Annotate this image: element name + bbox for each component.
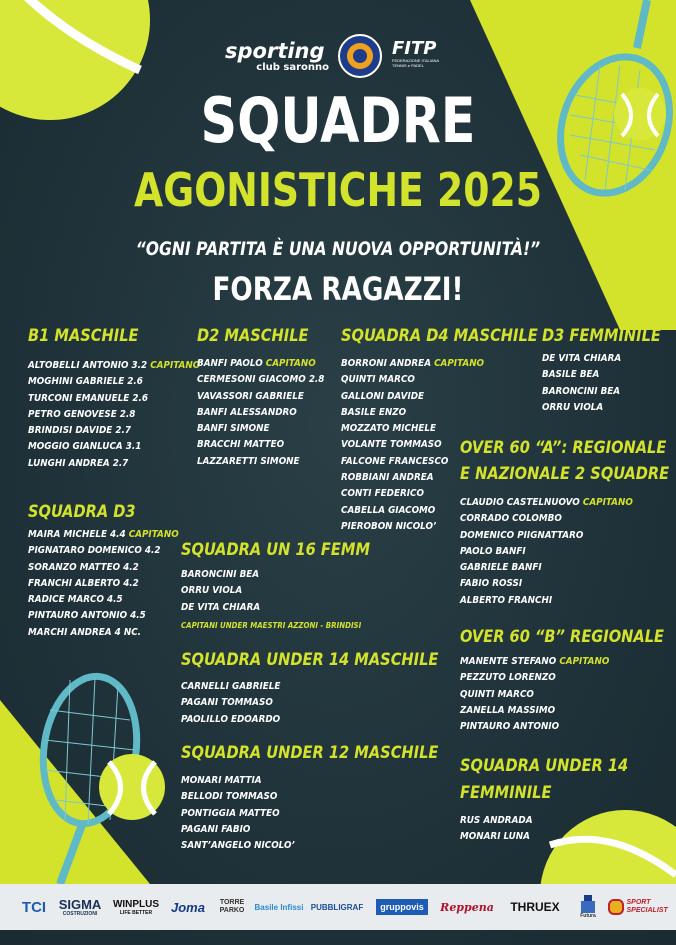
list-item: DE VITA CHIARA — [181, 601, 261, 613]
list-item: BORRONI ANDREA CAPITANO — [341, 358, 485, 369]
sponsor-sigma-sub: COSTRUZIONI — [62, 910, 98, 917]
tennis-ball-top-right-icon — [612, 86, 668, 142]
sponsor-tci: TCI — [21, 898, 47, 916]
list-item: MANENTE STEFANO CAPITANO — [460, 656, 610, 667]
list-item: FALCONE FRANCESCO — [341, 455, 449, 467]
sponsor-gruppovis-name: gruppovis — [376, 899, 428, 915]
list-item: LUNGHI ANDREA 2.7 — [28, 457, 129, 469]
sporting-club-logo — [225, 40, 335, 80]
player-list-under-16-femm — [181, 567, 260, 616]
list-item: PIGNATARO DOMENICO 4.2 — [28, 545, 161, 557]
university-seal-icon — [338, 34, 382, 78]
sponsor-winplus-sub: LIFE BETTER — [119, 909, 153, 916]
list-item: MOZZATO MICHELE — [341, 423, 437, 435]
list-item: QUINTI MARCO — [460, 688, 534, 700]
list-item: PAGANI TOMMASO — [181, 697, 273, 709]
section-title-d2-maschile: D2 MASCHILE — [197, 326, 309, 346]
section-title-under-16-femm: SQUADRA UN 16 FEMM — [181, 540, 370, 560]
list-item: ZANELLA MASSIMO — [460, 704, 556, 716]
list-item: PINTAURO ANTONIO 4.5 — [28, 610, 146, 622]
sport-specialist-badge-icon — [608, 899, 624, 915]
club-logo-word1: sporting — [225, 39, 325, 63]
section-title-under-14-femminile-line-2: FEMMINILE — [460, 783, 552, 803]
section-title-d4-maschile: SQUADRA D4 MASCHILE — [341, 326, 538, 346]
list-item: TURCONI EMANUELE 2.6 — [28, 392, 148, 404]
list-item: MONARI MATTIA — [181, 775, 262, 786]
list-item: QUINTI MARCO — [341, 374, 415, 386]
list-item: PAGANI FABIO — [181, 823, 251, 835]
section-title-over-60-b: OVER 60 “B” REGIONALE — [460, 627, 665, 647]
list-item: BARONCINI BEA — [542, 385, 621, 397]
sponsor-sport-specialist — [606, 884, 672, 930]
captain-label: CAPITANO — [434, 358, 485, 369]
list-item: RUS ANDRADA — [460, 815, 533, 826]
list-item: BASILE BEA — [542, 369, 600, 381]
list-item: PAOLO BANFI — [460, 545, 526, 557]
list-item: BASILE ENZO — [341, 406, 407, 418]
list-item: CABELLA GIACOMO — [341, 504, 436, 516]
cheer-line: FORZA RAGAZZI! — [212, 270, 464, 308]
list-item: FABIO ROSSI — [460, 578, 523, 590]
sponsor-winplus — [106, 884, 166, 930]
list-item: CONTI FEDERICO — [341, 488, 424, 500]
title-line-2: AGONISTICHE 2025 — [134, 163, 542, 217]
list-item: BANFI PAOLO CAPITANO — [197, 358, 316, 369]
section-title-under-12-maschile: SQUADRA UNDER 12 MASCHILE — [181, 743, 439, 763]
player-list-d3-femminile — [542, 351, 621, 416]
list-item: MOGGIO GIANLUCA 3.1 — [28, 441, 142, 453]
list-item: ALBERTO FRANCHI — [460, 594, 553, 606]
sponsor-sport-specialist-name: SPORT SPECIALIST — [626, 899, 668, 914]
sponsor-basile-infissi: Basile Infissi — [254, 902, 304, 912]
title-line-1: SQUADRE — [200, 84, 476, 157]
list-item: ORRU VIOLA — [181, 585, 243, 597]
list-item: ROBBIANI ANDREA — [341, 472, 434, 484]
sponsor-sigma-name: SIGMA — [58, 896, 102, 912]
player-list-over-60-a — [460, 495, 633, 609]
sponsor-joma: Joma — [171, 899, 205, 915]
sponsor-futura-name: Futura — [580, 913, 596, 919]
captain-label: CAPITANO — [265, 358, 316, 369]
player-list-d2-maschile — [197, 356, 324, 470]
sponsor-winplus-name: WINPLUS — [112, 898, 160, 910]
fitp-logo-subtitle: FEDERAZIONE ITALIANA TENNIS e PADEL — [392, 58, 439, 68]
list-item: PIEROBON NICOLO’ — [341, 520, 437, 532]
list-item: LAZZARETTI SIMONE — [197, 455, 300, 467]
list-item: SORANZO MATTEO 4.2 — [28, 561, 139, 573]
section-title-under-14-maschile: SQUADRA UNDER 14 MASCHILE — [181, 650, 439, 670]
player-list-under-12-maschile — [181, 773, 295, 854]
player-list-b1-maschile — [28, 358, 200, 472]
sponsor-futura — [574, 884, 602, 930]
section-title-over-60-a-line-2: E NAZIONALE 2 SQUADRE — [460, 464, 670, 484]
list-item: PEZZUTO LORENZO — [460, 672, 556, 684]
sponsor-pubbligraf: PUBBLIGRAF — [310, 902, 364, 912]
list-item: BARONCINI BEA — [181, 569, 260, 580]
list-item: BRACCHI MATTEO — [197, 439, 285, 451]
captain-label: CAPITANO — [582, 497, 633, 508]
sponsor-torre-parko: TORRE PARKO — [219, 899, 245, 914]
list-item: PAOLILLO EDOARDO — [181, 713, 281, 725]
sponsor-strip — [0, 884, 676, 930]
list-item: MOGHINI GABRIELE 2.6 — [28, 376, 143, 388]
player-list-under-14-femminile — [460, 813, 533, 846]
list-item: GABRIELE BANFI — [460, 562, 542, 574]
captain-label: CAPITANO — [559, 656, 610, 667]
player-list-squadra-d3 — [28, 527, 179, 641]
tennis-ball-bottom-right-icon — [530, 805, 676, 885]
list-item: VAVASSORI GABRIELE — [197, 390, 304, 402]
captain-label: CAPITANO — [128, 529, 179, 540]
fitp-logo-text: FITP — [392, 38, 437, 59]
list-item: BANFI SIMONE — [197, 423, 270, 435]
fitp-logo — [392, 40, 462, 76]
section-title-under-14-femminile-line-1: SQUADRA UNDER 14 — [460, 756, 629, 776]
sponsor-reppena: Reppena — [440, 900, 494, 914]
list-item: PINTAURO ANTONIO — [460, 721, 560, 733]
sponsor-sigma — [57, 884, 103, 930]
list-item: CLAUDIO CASTELNUOVO CAPITANO — [460, 497, 633, 508]
section-title-b1-maschile: B1 MASCHILE — [28, 326, 139, 346]
player-list-over-60-b — [460, 654, 609, 735]
list-item: MAIRA MICHELE 4.4 CAPITANO — [28, 529, 179, 540]
list-item: RADICE MARCO 4.5 — [28, 594, 123, 606]
list-item: BANFI ALESSANDRO — [197, 406, 297, 418]
list-item: MONARI LUNA — [460, 831, 530, 843]
list-item: CARNELLI GABRIELE — [181, 681, 281, 692]
section-title-squadra-d3: SQUADRA D3 — [28, 502, 136, 522]
club-logo-word2: club saronno — [256, 62, 329, 73]
list-item: ORRU VIOLA — [542, 401, 604, 413]
list-item: ALTOBELLI ANTONIO 3.2 CAPITANO — [28, 360, 201, 371]
under-captains-note: CAPITANI UNDER MAESTRI AZZONI - BRINDISI — [181, 621, 362, 630]
sponsor-thruex: THRUEX — [510, 900, 560, 914]
list-item: BELLODI TOMMASO — [181, 791, 278, 803]
section-title-d3-femminile: D3 FEMMINILE — [542, 326, 661, 346]
list-item: MARCHI ANDREA 4 NC. — [28, 626, 142, 638]
captain-label: CAPITANO — [150, 360, 201, 371]
quote: “OGNI PARTITA È UNA NUOVA OPPORTUNITÀ!” — [135, 238, 541, 260]
section-title-over-60-a-line-1: OVER 60 “A”: REGIONALE — [460, 438, 667, 458]
sponsor-gruppovis — [372, 884, 432, 930]
list-item: BRINDISI DAVIDE 2.7 — [28, 425, 131, 437]
list-item: DE VITA CHIARA — [542, 353, 622, 364]
list-item: PETRO GENOVESE 2.8 — [28, 408, 136, 420]
list-item: CERMESONI GIACOMO 2.8 — [197, 374, 325, 386]
list-item: CORRADO COLOMBO — [460, 513, 562, 525]
list-item: FRANCHI ALBERTO 4.2 — [28, 577, 139, 589]
list-item: VOLANTE TOMMASO — [341, 439, 442, 451]
list-item: PONTIGGIA MATTEO — [181, 807, 280, 819]
tennis-ball-bottom-left-icon — [97, 752, 167, 822]
list-item: GALLONI DAVIDE — [341, 390, 425, 402]
list-item: DOMENICO PIIGNATTARO — [460, 529, 584, 541]
futura-building-icon — [581, 895, 595, 913]
player-list-under-14-maschile — [181, 679, 280, 728]
list-item: SANT’ANGELO NICOLO’ — [181, 840, 295, 852]
